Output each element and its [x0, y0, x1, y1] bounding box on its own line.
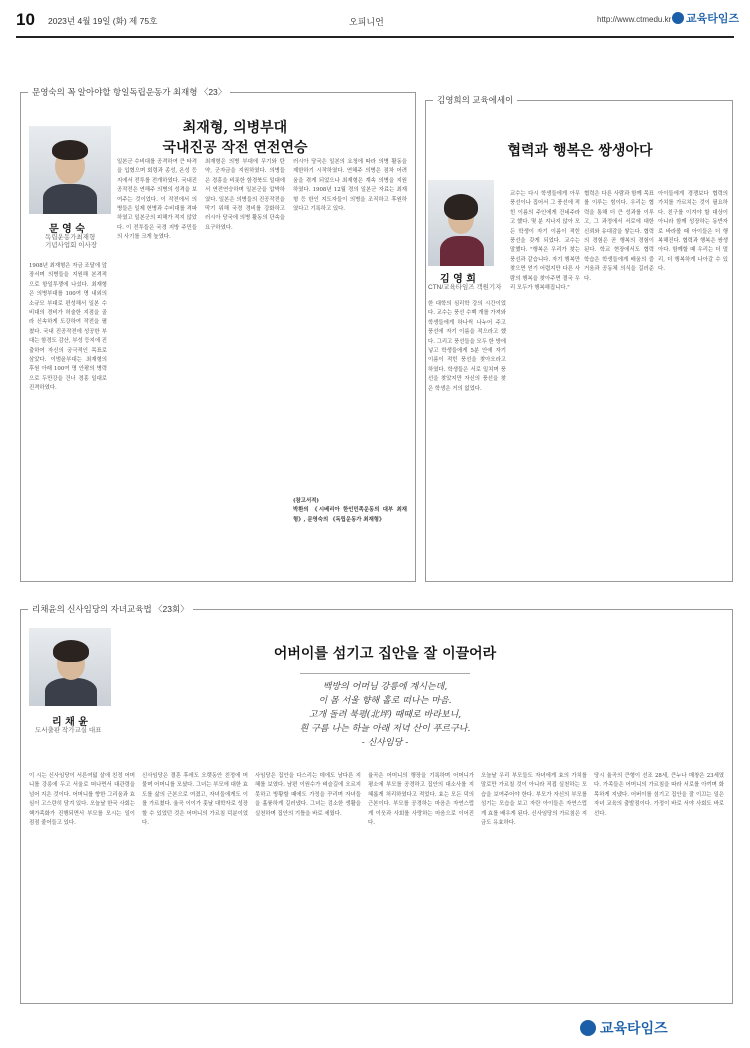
logo-mark-icon — [672, 12, 684, 24]
article1-author-name: 문 영 숙 — [49, 224, 85, 235]
author-body — [43, 184, 97, 214]
author-body — [440, 236, 484, 266]
article1-headline-line1: 최재형, 의병부대 — [182, 120, 288, 136]
article2-col-3: 협력은 다른 사람과 함께 목표를 이루는 힘이다. 우리는 협력을 통해 더 큰 성과를 이루고, 그 과정에서 서로에 대한 신뢰와 유대감을 쌓는다. 협력의 경험은 곧 행복의 경험이 된다. 학교 현장에서도 협력 학습은 학생들에게 배움의 즐거움과 공동체 의식을 길러준다. — [584, 191, 654, 282]
article2-series-label: 김영희의 교육에세이 — [433, 94, 517, 106]
article2-author-role: CTN/교육타임즈 객원기자 — [428, 284, 502, 291]
footer-logo — [580, 1018, 668, 1038]
article2-headline: 협력과 행복은 쌍생아다 — [507, 143, 653, 159]
article3-author-photo — [29, 628, 111, 706]
article3-headline: 어버이를 섬기고 집안을 잘 이끌어라 — [273, 646, 497, 662]
article3-author-name: 리 채 윤 — [52, 717, 88, 728]
article1-credit: (참고서적) 박환의 《시베리아 한인민족운동의 대부 최재형》, 문영숙의 《독립운동가 최재형》 — [293, 498, 407, 523]
author-hair — [52, 140, 88, 160]
article3-series-label: 리채윤의 신사임당의 자녀교육법 〈23회〉 — [28, 603, 193, 615]
article1-series-label: 문영숙의 꼭 알아야할 항일독립운동가 최재형 〈23〉 — [28, 86, 230, 98]
article3-col-3: 사임당은 집안을 다스리는 데에도 남다른 지혜를 보였다. 남편 이원수가 벼슬길에 오르지 못하고 방황할 때에도 가정을 꾸리며 자녀들을 훌륭하게 길러냈다. 그녀는 검소한 생활을 실천하며 집안의 기틀을 바로 세웠다. — [255, 773, 361, 817]
author-hair — [53, 640, 89, 662]
article3-col-4: 율곡은 어머니의 행장을 기록하며 어머니가 평소에 부모를 공경하고 집안의 대소사를 지혜롭게 처리하였다고 적었다. 효는 모든 덕의 근본이다. 부모를 공경하는 마음은 자연스럽게 이웃과 사회를 사랑하는 마음으로 이어진다. — [368, 773, 474, 827]
author-hair — [444, 194, 478, 220]
footer-logo-mark-icon — [580, 1020, 596, 1036]
article2-col-4: 아이들에게 경쟁보다 협력의 가치를 가르치는 것이 필요하다. 친구를 이겨야 할 대상이 아니라 함께 성장하는 동반자로 바라볼 때 아이들은 더 행복해진다. 협력과 행복은 쌍생아다. 함께할 때 우리는 더 멀리, 더 행복하게 나아갈 수 있다. — [658, 191, 728, 273]
article2-col-1: 한 대학의 심리학 강의 시간이었다. 교수는 풍선 수백 개를 가져와 학생들에게 하나씩 나누어 주고 풍선에 자기 이름을 적으라고 했다. 그리고 풍선들을 모두 한 방에 넣고 학생들에게 5분 안에 자기 이름이 적힌 풍선을 찾아오라고 하였다. 학생들은 서로 밀치며 풍선을 찾았지만 자신의 풍선을 찾은 학생은 거의 없었다. — [428, 301, 506, 392]
article2-author-photo — [428, 180, 494, 266]
header-logo-text: 교육타임즈 — [686, 13, 740, 25]
article3-col-6: 당시 율곡의 큰형이 선조 28세, 큰누나 매창은 23세였다. 가족들은 어머니의 가르침을 따라 서로를 아끼며 화목하게 지냈다. 어버이를 섬기고 집안을 잘 이끄는 일은 자녀 교육의 출발점이다. 가정이 바로 서야 사회도 바로 선다. — [594, 773, 724, 817]
article3-col-1: 이 시는 신사임당이 서른여덟 살에 친정 어머니를 강릉에 두고 서울로 떠나면서 대관령을 넘어 지은 것이다. 어머니를 향한 그리움과 효심이 고스란히 담겨 있다. 오늘날 한국 사회는 핵가족화가 진행되면서 부모를 모시는 일이 점점 줄어들고 있다. — [29, 773, 135, 827]
article3-author-role: 도서출판 작가교실 대표 — [35, 727, 102, 734]
article1-headline-line2: 국내진공 작전 연전연승 — [162, 140, 308, 156]
article3-col-2: 신사임당은 결혼 후에도 오랫동안 친정에 머물며 어머니를 모셨다. 그녀는 부모에 대한 효도를 삶의 근본으로 여겼고, 자녀들에게도 이를 가르쳤다. 율곡 이이가 훗날 대학자로 성장할 수 있었던 것은 어머니의 가르침 덕분이었다. — [142, 773, 248, 827]
page-number: 10 — [16, 10, 35, 29]
article1-col-3: 최재형은 의병 부대에 무기와 탄약, 군자금을 지원하였다. 의병들은 경흥을 비롯한 함경북도 일대에서 연전연승하며 일본군을 압박하였다. 일본은 의병들의 진공작전을 막기 위해 국경 경비를 강화하고 러시아 당국에 의병 활동의 단속을 요구하였다. — [205, 159, 285, 231]
article1-col-4: 러시아 당국은 일본의 요청에 따라 의병 활동을 제한하기 시작하였다. 연해주 의병은 점차 어려움을 겪게 되었으나 최재형은 계속 의병을 지원하였다. 1908년 12월 경의 일본군 자료는 최재형 등 한인 지도자들이 의병을 조직하고 후원하였다고 기록하고 있다. — [293, 159, 407, 213]
page-header — [0, 0, 750, 40]
article1-col-1: 1908년 최재형은 자금 조달에 앞장서며 의병들을 지원해 본격적으로 항일투쟁에 나섰다. 최재형은 의병부대를 100여 명 내외의 소규모 부대로 편성해서 일본 수비대의 경비가 허술한 지점을 골라 신속하게 도강하여 작전을 펼쳤다. 국내 진공작전에 성공한 부대는 함경도 감산, 부성 등지에 진출하여 자신의 궁극적인 목표로 삼았다. 이범윤부대는 최재형의 후원 아래 100여 명 안팎의 병력으로 두만강을 건너 경흥 일대로 진격하였다. — [29, 263, 107, 392]
footer-logo-text: 교육타임즈 — [600, 1020, 668, 1036]
article3-quote: 백방의 어머님 강릉에 계시는데, 이 몸 서울 향해 홀로 떠나는 마음. 고개 돌려 북평(北坪) 때때로 바라보니, 흰 구름 나는 하늘 아래 저녁 산이 푸르구나. - 신사임당 - — [299, 682, 471, 748]
author-body — [45, 678, 97, 706]
article3-col-5: 오늘날 우리 부모들도 자녀에게 효의 가치를 말로만 가르칠 것이 아니라 직접 실천하는 모습을 보여주어야 한다. 부모가 자신의 부모를 섬기는 모습을 보고 자란 아이들은 자연스럽게 효를 배우게 된다. 신사임당의 가르침은 지금도 유효하다. — [481, 773, 587, 827]
site-url[interactable]: http://www.ctmedu.kr — [597, 15, 672, 24]
header-rule — [16, 36, 734, 38]
headline-underline — [300, 673, 470, 674]
article2-author-name: 김 영 희 — [440, 274, 476, 285]
issue-date: 2023년 4월 19일 (화) 제 75호 — [48, 16, 158, 26]
article1-headline — [120, 118, 350, 158]
article1-author-role: 독립운동가최재형 기념사업회 이사장 — [45, 234, 98, 250]
section-title: 오피니언 — [349, 17, 384, 27]
article1-author-photo — [29, 126, 111, 214]
article1-col-2: 일본군 수비대를 공격하여 큰 타격을 입혔으며 회령과 종성, 온성 등지에서 전투를 전개하였다. 국내진공작전은 연해주 의병의 성격을 보여주는 것이었다. 이 작전에서 의병들은 일제 헌병과 수비대를 격파하였고 일본군의 피해가 적지 않았다. 이 전투들은 국경 지방 주민들의 사기를 크게 높였다. — [117, 159, 197, 241]
header-logo — [672, 10, 739, 26]
article2-col-2: 교수는 다시 학생들에게 아무 풍선이나 집어서 그 풍선에 적힌 이름의 주인에게 건네주라고 했다. 몇 분 지나지 않아 모든 학생이 자기 이름이 적힌 풍선을 갖게 되었다. 교수는 말했다. "행복은 우리가 찾는 풍선과 같습니다. 자기 행복만 찾으면 얻기 어렵지만 다른 사람의 행복을 찾아주면 결국 우리 모두가 행복해집니다." — [510, 191, 580, 292]
